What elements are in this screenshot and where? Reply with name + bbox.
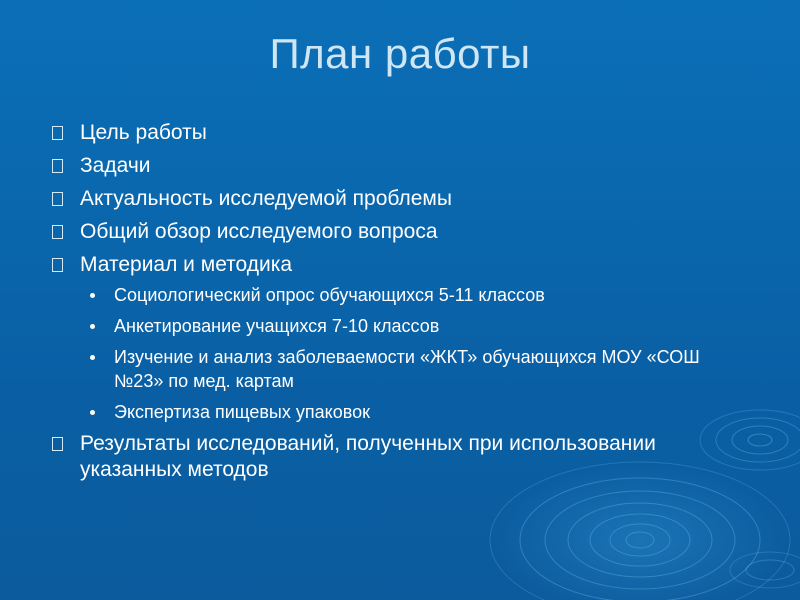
sublist-item: [88, 345, 742, 393]
sublist-item-text: Изучение и анализ заболеваемости «ЖКТ» обучающихся МОУ «СОШ №23» по мед. картам: [114, 347, 700, 391]
list-item: [52, 252, 742, 424]
hollow-square-bullet-icon: [52, 159, 63, 173]
sublist-item: [88, 400, 742, 424]
list-item-text: Общий обзор исследуемого вопроса: [80, 220, 438, 243]
list-item: [52, 120, 742, 146]
dot-bullet-icon: [90, 355, 95, 360]
list-item: [52, 186, 742, 212]
sublist-item: [88, 314, 742, 338]
hollow-square-bullet-icon: [52, 225, 63, 239]
list-item: [52, 219, 742, 245]
dot-bullet-icon: [90, 410, 95, 415]
sublist-item-text: Экспертиза пищевых упаковок: [114, 402, 370, 422]
list-item: [52, 431, 742, 483]
hollow-square-bullet-icon: [52, 126, 63, 140]
sublist-item-text: Социологический опрос обучающихся 5-11 классов: [114, 285, 545, 305]
agenda-list: [52, 120, 742, 490]
methods-sublist: [80, 283, 742, 424]
slide-title: План работы: [269, 30, 531, 77]
list-item-text: Задачи: [80, 154, 151, 177]
list-item-text: Материал и методика: [80, 253, 293, 276]
list-item-text: Актуальность исследуемой проблемы: [80, 187, 452, 210]
sublist-item-text: Анкетирование учащихся 7-10 классов: [114, 316, 440, 336]
list-item-text: Результаты исследований, полученных при использовании указанных методов: [80, 432, 656, 481]
sublist-item: [88, 283, 742, 307]
list-item-text: Цель работы: [80, 121, 207, 144]
dot-bullet-icon: [90, 293, 95, 298]
list-item: [52, 153, 742, 179]
dot-bullet-icon: [90, 324, 95, 329]
hollow-square-bullet-icon: [52, 437, 63, 451]
hollow-square-bullet-icon: [52, 192, 63, 206]
hollow-square-bullet-icon: [52, 258, 63, 272]
